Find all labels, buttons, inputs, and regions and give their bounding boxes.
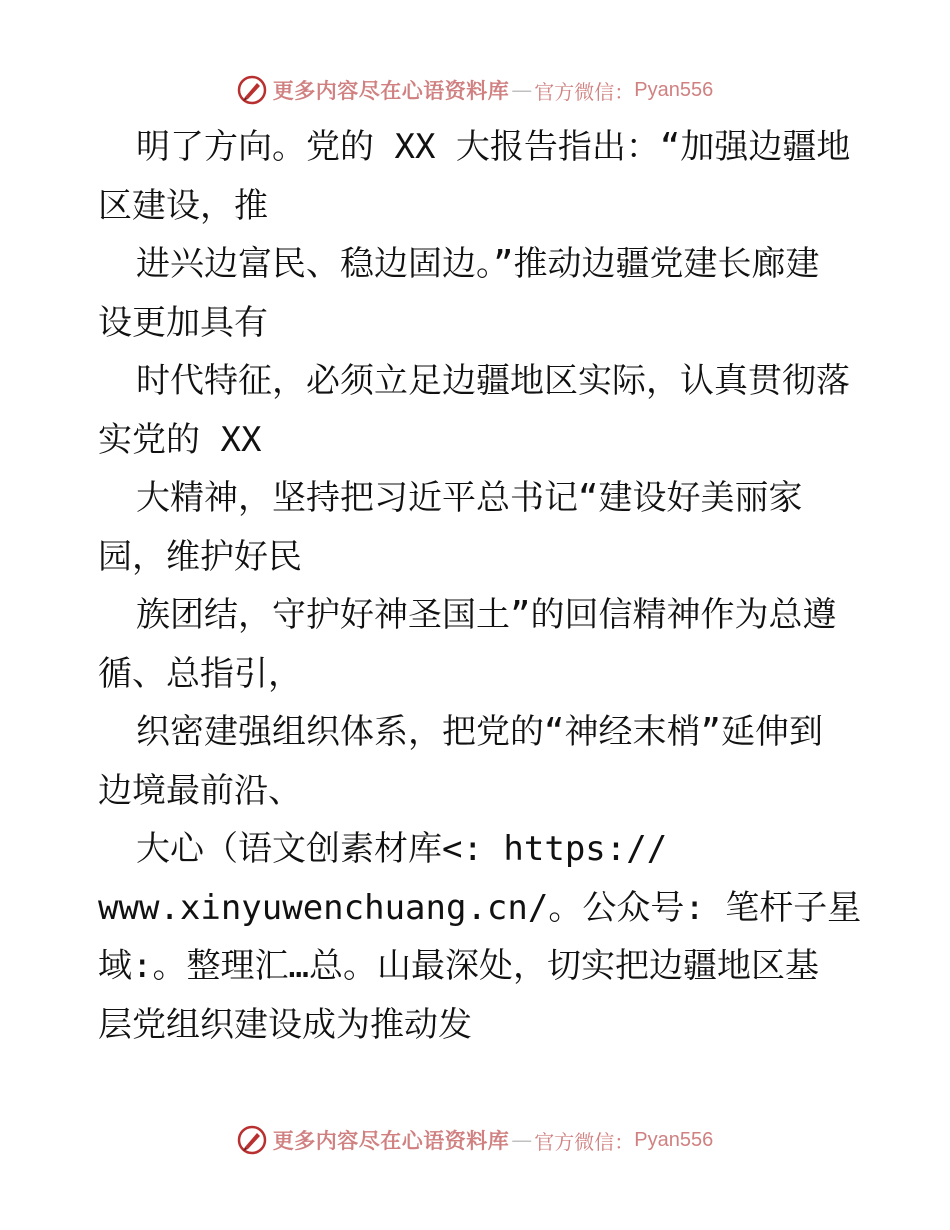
document-body bbox=[98, 118, 862, 1054]
body-line: 域:。整理汇…总。山最深处，切实把边疆地区基 bbox=[98, 946, 819, 986]
body-line: 明了方向。党的 XX 大报告指出：“加强边疆地 bbox=[136, 127, 851, 167]
body-line: 族团结，守护好神圣国土”的回信精神作为总遵 bbox=[136, 595, 837, 635]
body-line: 园，维护好民 bbox=[98, 536, 302, 577]
body-line: 大精神，坚持把习近平总书记“建设好美丽家 bbox=[136, 478, 803, 518]
header-separator: — bbox=[511, 78, 533, 102]
body-line: 大心（语文创素材库<: https:// bbox=[136, 829, 668, 869]
body-line: 边境最前沿、 bbox=[98, 770, 302, 811]
body-line: 设更加具有 bbox=[98, 302, 268, 343]
header-banner bbox=[0, 70, 950, 110]
body-line: 时代特征，必须立足边疆地区实际，认真贯彻落 bbox=[136, 361, 850, 401]
pen-logo-icon bbox=[237, 1125, 267, 1155]
body-line: www.xinyuwenchuang.cn/。公众号: 笔杆子星 bbox=[98, 887, 862, 928]
body-line: 实党的 XX bbox=[98, 419, 262, 460]
footer-separator: — bbox=[511, 1128, 533, 1152]
body-line: 进兴边富民、稳边固边。”推动边疆党建长廊建 bbox=[136, 244, 820, 284]
footer-official-label: 官方微信： bbox=[534, 1129, 635, 1154]
body-line: 循、总指引， bbox=[98, 653, 302, 694]
footer-wechat-id: Pyan556 bbox=[634, 1128, 714, 1151]
body-line: 区建设，推 bbox=[98, 185, 268, 226]
footer-brand-text: 更多内容尽在心语资料库 bbox=[272, 1128, 510, 1153]
footer-banner bbox=[0, 1120, 950, 1160]
pen-logo-icon bbox=[237, 75, 267, 105]
header-wechat-id: Pyan556 bbox=[634, 78, 714, 101]
body-line: 织密建强组织体系，把党的“神经末梢”延伸到 bbox=[136, 712, 823, 752]
header-official-label: 官方微信： bbox=[534, 79, 635, 104]
header-brand-text: 更多内容尽在心语资料库 bbox=[272, 78, 510, 103]
body-line: 层党组织建设成为推动发 bbox=[98, 1004, 472, 1045]
